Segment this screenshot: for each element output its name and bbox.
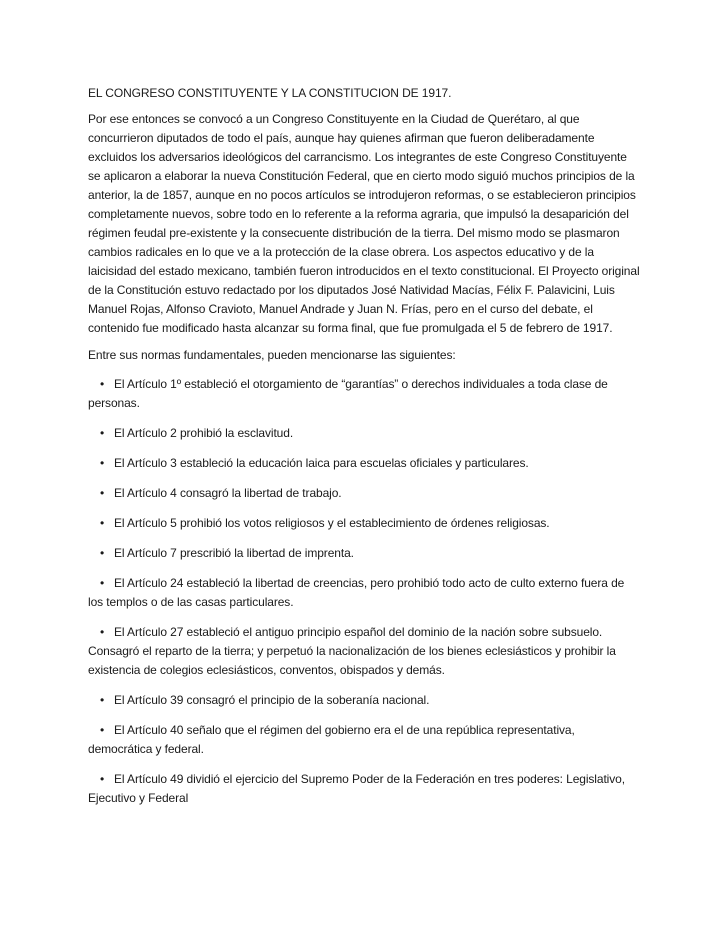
article-text: El Artículo 40 señalo que el régimen del gobierno era el de una república representativa, democrática y federal. — [88, 723, 575, 756]
bullet-icon: • — [100, 772, 105, 786]
article-list-item — [88, 375, 640, 413]
article-list-item — [88, 424, 640, 443]
article-list-item — [88, 544, 640, 563]
article-list-item — [88, 454, 640, 473]
bullet-icon: • — [100, 723, 105, 737]
article-list-item — [88, 623, 640, 680]
bullet-icon: • — [100, 693, 105, 707]
article-list-item — [88, 514, 640, 533]
bullet-icon: • — [100, 456, 105, 470]
article-list-item — [88, 484, 640, 503]
article-text: El Artículo 27 estableció el antiguo principio español del dominio de la nación sobre subsuelo. Consagró el reparto de la tierra; y perpetuó la nacionalización de los bienes eclesiásticos y prohibir la existencia de colegios eclesiásticos, conventos, obispados y demás. — [88, 625, 616, 677]
article-text: El Artículo 4 consagró la libertad de trabajo. — [114, 486, 342, 500]
bullet-icon: • — [100, 546, 105, 560]
document-title: EL CONGRESO CONSTITUYENTE Y LA CONSTITUCION DE 1917. — [88, 86, 452, 100]
list-lead-paragraph: Entre sus normas fundamentales, pueden mencionarse las siguientes: — [88, 348, 456, 362]
article-text: El Artículo 5 prohibió los votos religiosos y el establecimiento de órdenes religiosas. — [114, 516, 550, 530]
article-text: El Artículo 1º estableció el otorgamiento de “garantías” o derechos individuales a toda clase de personas. — [88, 377, 608, 410]
article-text: El Artículo 7 prescribió la libertad de imprenta. — [114, 546, 354, 560]
article-text: El Artículo 2 prohibió la esclavitud. — [114, 426, 294, 440]
article-list-item — [88, 721, 640, 759]
bullet-icon: • — [100, 486, 105, 500]
article-text: El Artículo 39 consagró el principio de la soberanía nacional. — [114, 693, 430, 707]
article-list-item — [88, 770, 640, 808]
bullet-icon: • — [100, 625, 105, 639]
article-text: El Artículo 24 estableció la libertad de creencias, pero prohibió todo acto de culto externo fuera de los templos o de las casas particulares. — [88, 576, 625, 609]
article-list-item — [88, 574, 640, 612]
bullet-icon: • — [100, 516, 105, 530]
intro-paragraph: Por ese entonces se convocó a un Congreso Constituyente en la Ciudad de Querétaro, al que concurrieron diputados de todo el país, aunque hay quienes afirman que fueron deliberadamente excluidos los adversarios ideológicos del carrancismo. Los integrantes de este Congreso Constituyente se aplicaron a elaborar la nueva Constitución Federal, que en cierto modo siguió muchos principios de la anterior, la de 1857, aunque en no pocos artículos se introdujeron reformas, o se establecieron principios completamente nuevos, sobre todo en lo referente a la reforma agraria, que impulsó la desaparición del régimen feudal pre-existente y la consecuente distribución de la tierra. Del mismo modo se plasmaron cambios radicales en lo que ve a la protección de la clase obrera. Los aspectos educativo y de la laicisidad del estado mexicano, también fueron introducidos en el texto constitucional. El Proyecto original de la Constitución estuvo redactado por los diputados José Natividad Macías, Félix F. Palavicini, Luis Manuel Rojas, Alfonso Cravioto, Manuel Andrade y Juan N. Frías, pero en el curso del debate, el contenido fue modificado hasta alcanzar su forma final, que fue promulgada el 5 de febrero de 1917. — [88, 112, 640, 335]
article-text: El Artículo 49 dividió el ejercicio del Supremo Poder de la Federación en tres poderes: Legislativo, Ejecutivo y Federal — [88, 772, 625, 805]
bullet-icon: • — [100, 377, 105, 391]
article-list-item — [88, 691, 640, 710]
bullet-icon: • — [100, 576, 105, 590]
article-text: El Artículo 3 estableció la educación laica para escuelas oficiales y particulares. — [114, 456, 529, 470]
document-body — [88, 84, 640, 819]
bullet-icon: • — [100, 426, 105, 440]
